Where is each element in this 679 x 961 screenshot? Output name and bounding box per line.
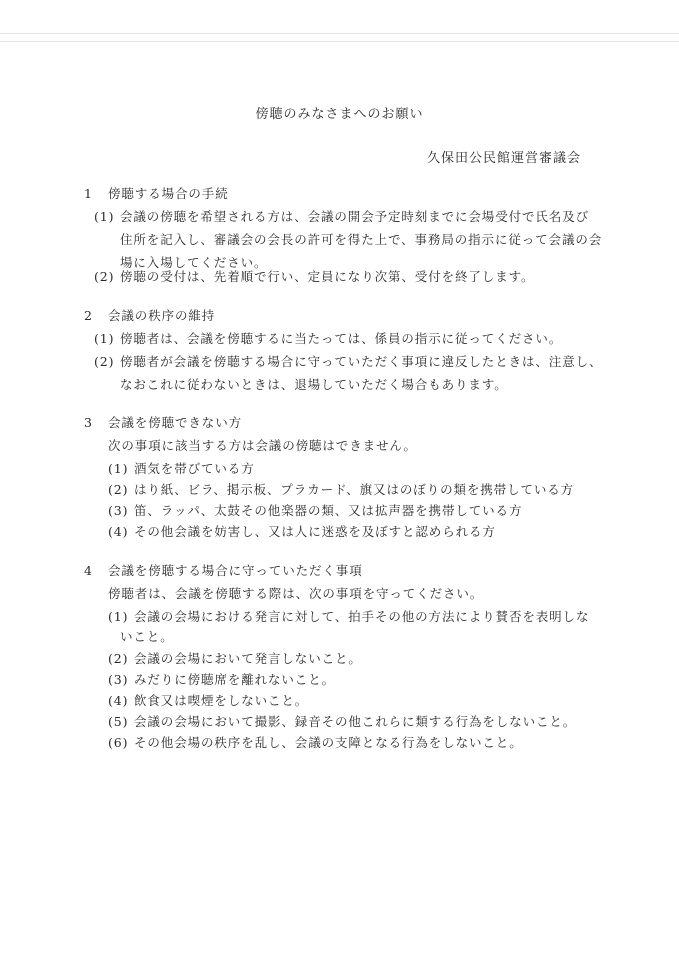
section-4-item-1-line-2: いこと。 [120,629,174,644]
section-2-item-2-line-2: なおこれに従わないときは、退場していただく場合もあります。 [120,377,508,392]
section-2-heading: 2 会議の秩序の維持 [84,308,216,323]
section-4-heading: 4 会議を傍聴する場合に守っていただく事項 [84,563,363,578]
section-3-item-4: (4) その他会議を妨害し、又は人に迷惑を及ぼすと認められる方 [108,524,496,539]
section-3-heading: 3 会議を傍聴できない方 [84,415,243,430]
scan-artifact-line [0,33,679,34]
section-2-item-1: (1) 傍聴者は、会議を傍聴するに当たっては、係員の指示に従ってください。 [94,331,563,346]
section-3-item-1: (1) 酒気を帯びている方 [108,461,255,476]
section-4-intro: 傍聴者は、会議を傍聴する際は、次の事項を守ってください。 [108,586,484,601]
section-4-item-5: (5) 会議の会場において撮影、録音その他これらに類する行為をしないこと。 [108,714,577,729]
section-1-item-1: (1) 会議の傍聴を希望される方は、会議の開会予定時刻までに会場受付で氏名及び [94,209,590,224]
section-3-item-3: (3) 笛、ラッパ、太鼓その他楽器の類、又は拡声器を携帯している方 [108,503,523,518]
section-1-heading: 1 傍聴する場合の手続 [84,186,229,201]
section-1-item-1-line-2: 住所を記入し、審議会の会長の許可を得た上で、事務局の指示に従って会議の会 [120,232,603,247]
section-4-item-4: (4) 飲食又は喫煙をしないこと。 [108,693,309,708]
scan-artifact-line [0,41,679,42]
section-4-item-2: (2) 会議の会場において発言しないこと。 [108,651,362,666]
section-4-item-3: (3) みだりに傍聴席を離れないこと。 [108,672,336,687]
section-3-item-2: (2) はり紙、ビラ、掲示板、プラカード、旗又はのぼりの類を携帯している方 [108,482,575,497]
section-2-item-2: (2) 傍聴者が会議を傍聴する場合に守っていただく事項に違反したときは、注意し、 [94,354,603,369]
section-1-item-1-line-3: 場に入場してください。 [120,255,268,270]
organization-name: 久保田公民館運営審議会 [427,151,582,166]
section-3-intro: 次の事項に該当する方は会議の傍聴はできません。 [108,438,417,453]
section-4-item-6: (6) その他会場の秩序を乱し、会議の支障となる行為をしないこと。 [108,735,523,750]
section-1-item-2: (2) 傍聴の受付は、先着順で行い、定員になり次第、受付を終了します。 [94,269,535,284]
section-4-item-1: (1) 会議の会場における発言に対して、拍手その他の方法により賛否を表明しな [108,609,590,624]
document-title: 傍聴のみなさまへのお願い [255,107,424,122]
